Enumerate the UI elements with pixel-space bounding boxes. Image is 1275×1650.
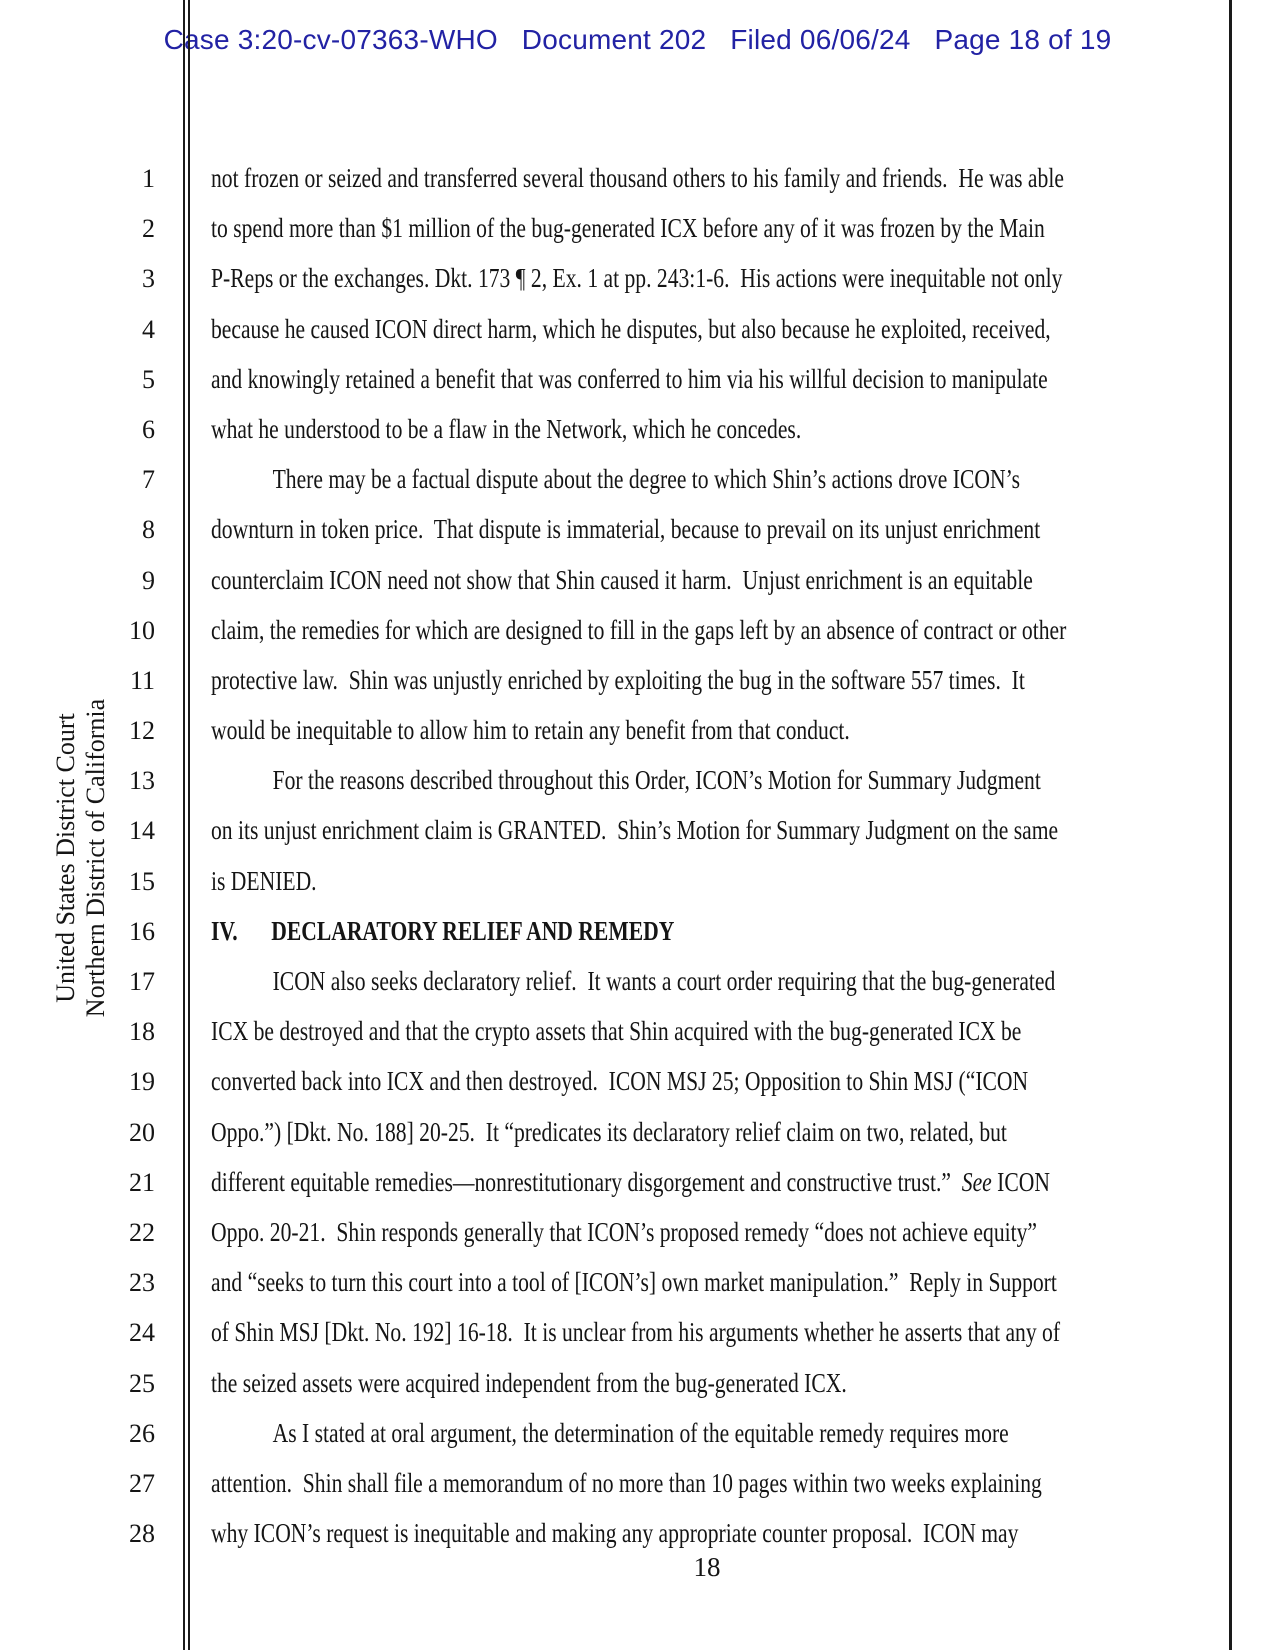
line-text-segment: ICON (991, 1166, 1050, 1197)
body-line (0, 755, 1275, 805)
line-text-segment: why ICON’s request is inequitable and making any appropriate counter proposal. ICON may (211, 1518, 1019, 1549)
body-line (0, 504, 1275, 554)
line-text-segment: converted back into ICX and then destroyed. ICON MSJ 25; Opposition to Shin MSJ (“ICON (211, 1066, 1029, 1097)
line-text (211, 555, 1033, 605)
line-text (211, 906, 674, 956)
line-text-segment: attention. Shin shall file a memorandum of no more than 10 pages within two weeks explaining (211, 1467, 1042, 1498)
body-line (0, 304, 1275, 354)
line-number: 2 (142, 214, 155, 244)
body-line (0, 1207, 1275, 1257)
line-number: 28 (129, 1519, 155, 1549)
body-line (0, 956, 1275, 1006)
line-number: 22 (129, 1217, 155, 1247)
line-number: 27 (129, 1468, 155, 1498)
body-line (0, 1458, 1275, 1508)
line-text-segment: For the reasons described throughout this Order, ICON’s Motion for Summary Judgment (272, 765, 1041, 796)
line-text-segment: downturn in token price. That dispute is immaterial, because to prevail on its unjust enrichment (211, 514, 1041, 545)
line-text-segment: would be inequitable to allow him to retain any benefit from that conduct. (211, 715, 850, 746)
line-number: 3 (142, 264, 155, 294)
line-text-segment: As I stated at oral argument, the determination of the equitable remedy requires more (272, 1417, 1009, 1448)
line-number: 11 (129, 665, 155, 695)
line-number: 1 (142, 164, 155, 193)
line-text (211, 956, 1055, 1006)
line-text-segment: not frozen or seized and transferred several thousand others to his family and friends. He was able (211, 163, 1064, 193)
line-text (211, 504, 1040, 554)
line-text-segment: different equitable remedies—nonrestitutionary disgorgement and constructive trust.” (211, 1166, 962, 1197)
body-line (0, 354, 1275, 404)
line-text-segment: protective law. Shin was unjustly enriched by exploiting the bug in the software 557 times. It (211, 664, 1025, 695)
body-line (0, 1257, 1275, 1307)
body-line (0, 856, 1275, 906)
line-text (211, 1257, 1057, 1307)
line-text (211, 805, 1058, 855)
body-line (0, 404, 1275, 454)
line-number: 10 (129, 615, 155, 645)
line-number: 16 (129, 916, 155, 946)
body-line (0, 1006, 1275, 1056)
line-text-segment: and knowingly retained a benefit that was conferred to him via his willful decision to manipulate (211, 363, 1048, 394)
line-number: 26 (129, 1418, 155, 1448)
body-line (0, 1157, 1275, 1207)
line-text (211, 304, 1051, 354)
body-line (0, 1307, 1275, 1357)
court-name-line1: United States District Court (51, 713, 80, 1003)
body-line (0, 906, 1275, 956)
body-line (0, 454, 1275, 504)
line-text (211, 1056, 1028, 1106)
line-number: 15 (129, 866, 155, 896)
line-text-segment: on its unjust enrichment claim is GRANTED. Shin’s Motion for Summary Judgment on the same (211, 815, 1059, 846)
line-number: 13 (129, 766, 155, 796)
line-number: 21 (129, 1167, 155, 1197)
line-text-segment: because he caused ICON direct harm, which he disputes, but also because he exploited, received, (211, 313, 1051, 344)
line-text (211, 253, 1062, 303)
line-number: 24 (129, 1318, 155, 1348)
line-text (211, 1458, 1042, 1508)
line-number: 8 (142, 515, 155, 545)
line-text (211, 153, 1064, 203)
line-text-segment: Oppo.”) [Dkt. No. 188] 20-25. It “predicates its declaratory relief claim on two, related, but (211, 1116, 1007, 1147)
line-number: 20 (129, 1117, 155, 1147)
line-number: 5 (142, 364, 155, 394)
line-text (211, 755, 1041, 805)
line-text-segment: to spend more than $1 million of the bug-generated ICX before any of it was frozen by the Main (211, 213, 1045, 244)
line-text-segment: There may be a factual dispute about the degree to which Shin’s actions drove ICON’s (272, 464, 1020, 495)
line-text-segment: See (961, 1166, 992, 1197)
line-number: 6 (142, 414, 155, 444)
line-text-segment: what he understood to be a flaw in the Network, which he concedes. (211, 413, 802, 444)
body-line (0, 1107, 1275, 1157)
line-text (211, 1307, 1060, 1357)
line-number: 7 (142, 465, 155, 495)
line-text (211, 655, 1025, 705)
line-number: 9 (142, 565, 155, 595)
body-line (0, 1358, 1275, 1408)
line-text (211, 1508, 1018, 1558)
line-text-segment: Oppo. 20-21. Shin responds generally that ICON’s proposed remedy “does not achieve equity” (211, 1216, 1038, 1247)
line-text-segment: counterclaim ICON need not show that Shin caused it harm. Unjust enrichment is an equitable (211, 564, 1033, 595)
line-text-segment: is DENIED. (211, 865, 317, 896)
body-line (0, 1056, 1275, 1106)
line-text-segment: ICON also seeks declaratory relief. It wants a court order requiring that the bug-generated (272, 966, 1056, 996)
line-number: 14 (129, 816, 155, 846)
line-text (211, 1157, 1050, 1207)
line-text-segment: the seized assets were acquired independent from the bug-generated ICX. (211, 1367, 847, 1398)
line-number: 25 (129, 1368, 155, 1398)
body-line (0, 555, 1275, 605)
line-number: 17 (129, 967, 155, 996)
body-line (0, 253, 1275, 303)
line-text-segment: IV. (211, 915, 238, 946)
page-number: 18 (693, 1552, 721, 1582)
line-text-segment: claim, the remedies for which are designed to fill in the gaps left by an absence of contract or other (211, 614, 1067, 645)
case-stamp: Case 3:20-cv-07363-WHO Document 202 Filed 06/06/24 Page 18 of 19 (163, 24, 1112, 55)
body-line (0, 153, 1275, 203)
body-line (0, 1508, 1275, 1558)
line-text-segment: of Shin MSJ [Dkt. No. 192] 16-18. It is unclear from his arguments whether he asserts that any of (211, 1317, 1061, 1348)
line-number: 23 (129, 1268, 155, 1298)
line-text-segment: P-Reps or the exchanges. Dkt. 173 ¶ 2, Ex. 1 at pp. 243:1-6. His actions were inequitable not only (211, 263, 1063, 294)
line-text (211, 1006, 1021, 1056)
line-text (211, 1107, 1007, 1157)
line-text-segment: ICX be destroyed and that the crypto assets that Shin acquired with the bug-generated ICX be (211, 1016, 1022, 1047)
body-line (0, 655, 1275, 705)
line-text (211, 1207, 1037, 1257)
line-text (211, 1408, 1009, 1458)
line-text (211, 856, 317, 906)
line-text (211, 1358, 847, 1408)
line-number: 4 (142, 314, 155, 344)
body-line (0, 605, 1275, 655)
body-line (0, 705, 1275, 755)
line-text-segment: DECLARATORY RELIEF AND REMEDY (271, 915, 675, 946)
body-line (0, 203, 1275, 253)
body-line (0, 805, 1275, 855)
court-name-line2: Northern District of California (81, 698, 110, 1018)
line-number: 18 (129, 1017, 155, 1047)
document-body (0, 153, 1275, 1558)
line-text (211, 705, 850, 755)
line-number: 12 (129, 716, 155, 746)
line-text (211, 354, 1048, 404)
line-text (211, 605, 1066, 655)
line-text (211, 203, 1045, 253)
line-number: 19 (129, 1067, 155, 1097)
body-line (0, 1408, 1275, 1458)
line-text (211, 454, 1020, 504)
line-text-segment: and “seeks to turn this court into a tool of [ICON’s] own market manipulation.” Reply in Support (211, 1267, 1057, 1298)
line-text (211, 404, 801, 454)
